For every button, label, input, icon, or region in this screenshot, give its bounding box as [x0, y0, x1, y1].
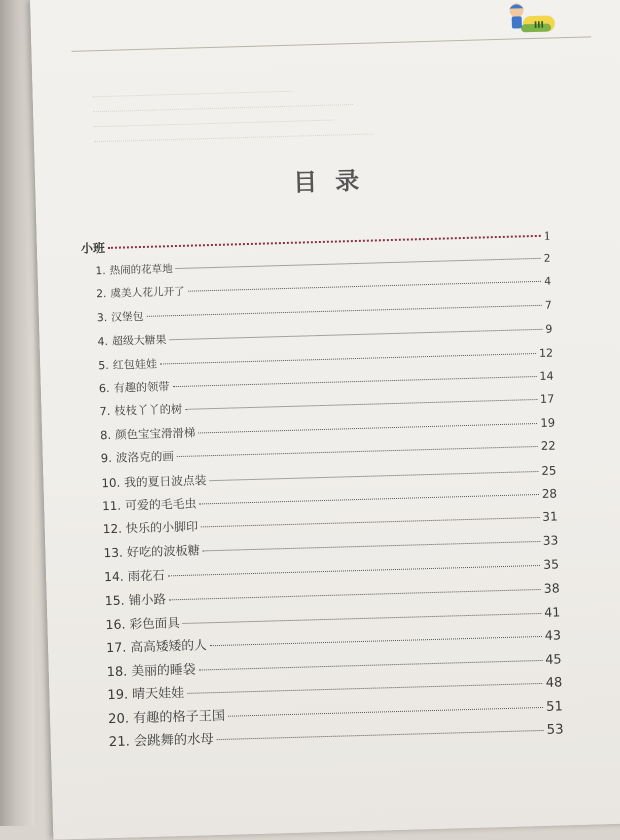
entry-number: 18. — [106, 664, 128, 680]
section-page-number: 1 — [543, 229, 551, 243]
entry-title: 红包娃娃 — [112, 357, 158, 372]
entry-number: 17. — [105, 640, 127, 657]
entry-title: 颜色宝宝滑滑梯 — [114, 425, 196, 442]
dot-leader — [198, 423, 537, 433]
entry-number: 14. — [103, 569, 124, 585]
dot-leader — [228, 707, 543, 717]
mascot-illustration — [502, 1, 557, 36]
dot-leader — [172, 376, 536, 387]
dot-leader — [217, 730, 544, 740]
toc-title: 目录 — [292, 166, 378, 197]
entry-page-number: 2 — [543, 252, 551, 265]
dot-leader — [199, 660, 543, 671]
entry-number: 4. — [97, 335, 109, 349]
entry-number: 6. — [98, 381, 110, 396]
entry-number: 5. — [98, 358, 109, 372]
entry-number: 7. — [99, 404, 111, 419]
entry-number: 16. — [105, 616, 126, 633]
toc-entry — [95, 251, 550, 279]
entry-page-number: 41 — [544, 604, 561, 620]
dot-leader — [203, 541, 540, 551]
entry-number: 13. — [103, 545, 124, 560]
bleed-through-line — [94, 133, 374, 143]
entry-title: 铺小路 — [128, 591, 167, 608]
entry-page-number: 43 — [544, 628, 562, 645]
entry-page-number: 17 — [539, 391, 555, 407]
entry-title: 波洛克的画 — [115, 449, 175, 465]
entry-number: 9. — [100, 451, 113, 466]
entry-number: 1. — [95, 264, 106, 278]
entry-page-number: 35 — [543, 557, 560, 573]
dot-leader — [210, 636, 542, 646]
dot-leader — [201, 517, 539, 527]
entry-number: 11. — [101, 498, 122, 514]
dot-leader — [177, 446, 538, 457]
entry-page-number: 33 — [542, 533, 559, 548]
entry-page-number: 22 — [540, 438, 556, 454]
entry-page-number: 53 — [546, 722, 564, 738]
bleed-through-line — [93, 91, 293, 99]
entry-page-number: 45 — [545, 652, 562, 668]
entry-title: 高高矮矮的人 — [130, 638, 208, 656]
entry-title: 虞美人花儿开了 — [110, 285, 185, 301]
entry-page-number: 31 — [542, 509, 558, 525]
entry-title: 晴天娃娃 — [131, 686, 185, 703]
entry-number: 20. — [107, 711, 130, 727]
entry-title: 雨花石 — [127, 568, 165, 584]
entry-title: 彩色面具 — [129, 615, 181, 632]
entry-number: 8. — [99, 427, 112, 443]
dot-leader — [187, 683, 543, 694]
entry-page-number: 12 — [538, 346, 554, 360]
entry-title: 枝枝丫丫的树 — [114, 402, 183, 419]
page-numeral: III — [533, 20, 545, 31]
section-label: 小班 — [80, 241, 106, 256]
entry-number: 2. — [96, 287, 107, 301]
header-rule — [71, 36, 591, 52]
entry-page-number: 19 — [540, 415, 556, 430]
entry-number: 12. — [102, 522, 123, 537]
bleed-through-line — [93, 104, 353, 113]
entry-page-number: 25 — [541, 463, 557, 478]
entry-title: 可爱的毛毛虫 — [124, 496, 197, 513]
entry-title: 有趣的领带 — [113, 380, 170, 395]
entry-page-number: 4 — [544, 274, 552, 289]
entry-number: 21. — [108, 734, 131, 751]
book-spine-edge — [0, 0, 34, 826]
entry-title: 好吃的波板糖 — [126, 543, 201, 560]
entry-number: 15. — [104, 592, 125, 608]
entry-title: 热闹的花草地 — [109, 263, 173, 277]
entry-page-number: 51 — [545, 698, 564, 715]
dot-leader — [146, 305, 541, 317]
dot-leader — [199, 494, 538, 504]
entry-title: 会跳舞的水母 — [133, 732, 214, 750]
entry-title: 超级大糖果 — [111, 333, 167, 349]
dot-leader — [185, 399, 537, 410]
dot-leader — [176, 258, 541, 269]
dot-leader — [160, 353, 536, 365]
entry-title: 我的夏日波点装 — [123, 472, 207, 490]
book-page — [30, 0, 620, 840]
bleed-through-line — [94, 120, 334, 129]
dot-leader — [169, 589, 541, 600]
dot-leader — [108, 235, 541, 249]
dot-leader — [183, 613, 541, 624]
dot-leader — [209, 471, 538, 481]
entry-number: 19. — [107, 687, 129, 704]
entry-title: 美丽的睡袋 — [131, 662, 196, 680]
entry-page-number: 48 — [545, 675, 563, 692]
dot-leader — [168, 565, 541, 576]
entry-title: 汉堡包 — [110, 309, 144, 324]
entry-number: 3. — [96, 310, 108, 325]
entry-page-number: 38 — [543, 580, 560, 596]
entry-page-number: 28 — [541, 486, 558, 501]
entry-page-number: 14 — [539, 369, 554, 383]
dot-leader — [188, 281, 542, 292]
toc-entry — [96, 274, 551, 302]
entry-title: 有趣的格子王国 — [132, 708, 226, 726]
entry-number: 10. — [101, 475, 121, 490]
entry-page-number: 9 — [545, 322, 553, 336]
entry-page-number: 7 — [544, 298, 552, 312]
toc-entry — [97, 297, 552, 325]
entry-title: 快乐的小脚印 — [125, 519, 199, 536]
dot-leader — [169, 329, 542, 340]
